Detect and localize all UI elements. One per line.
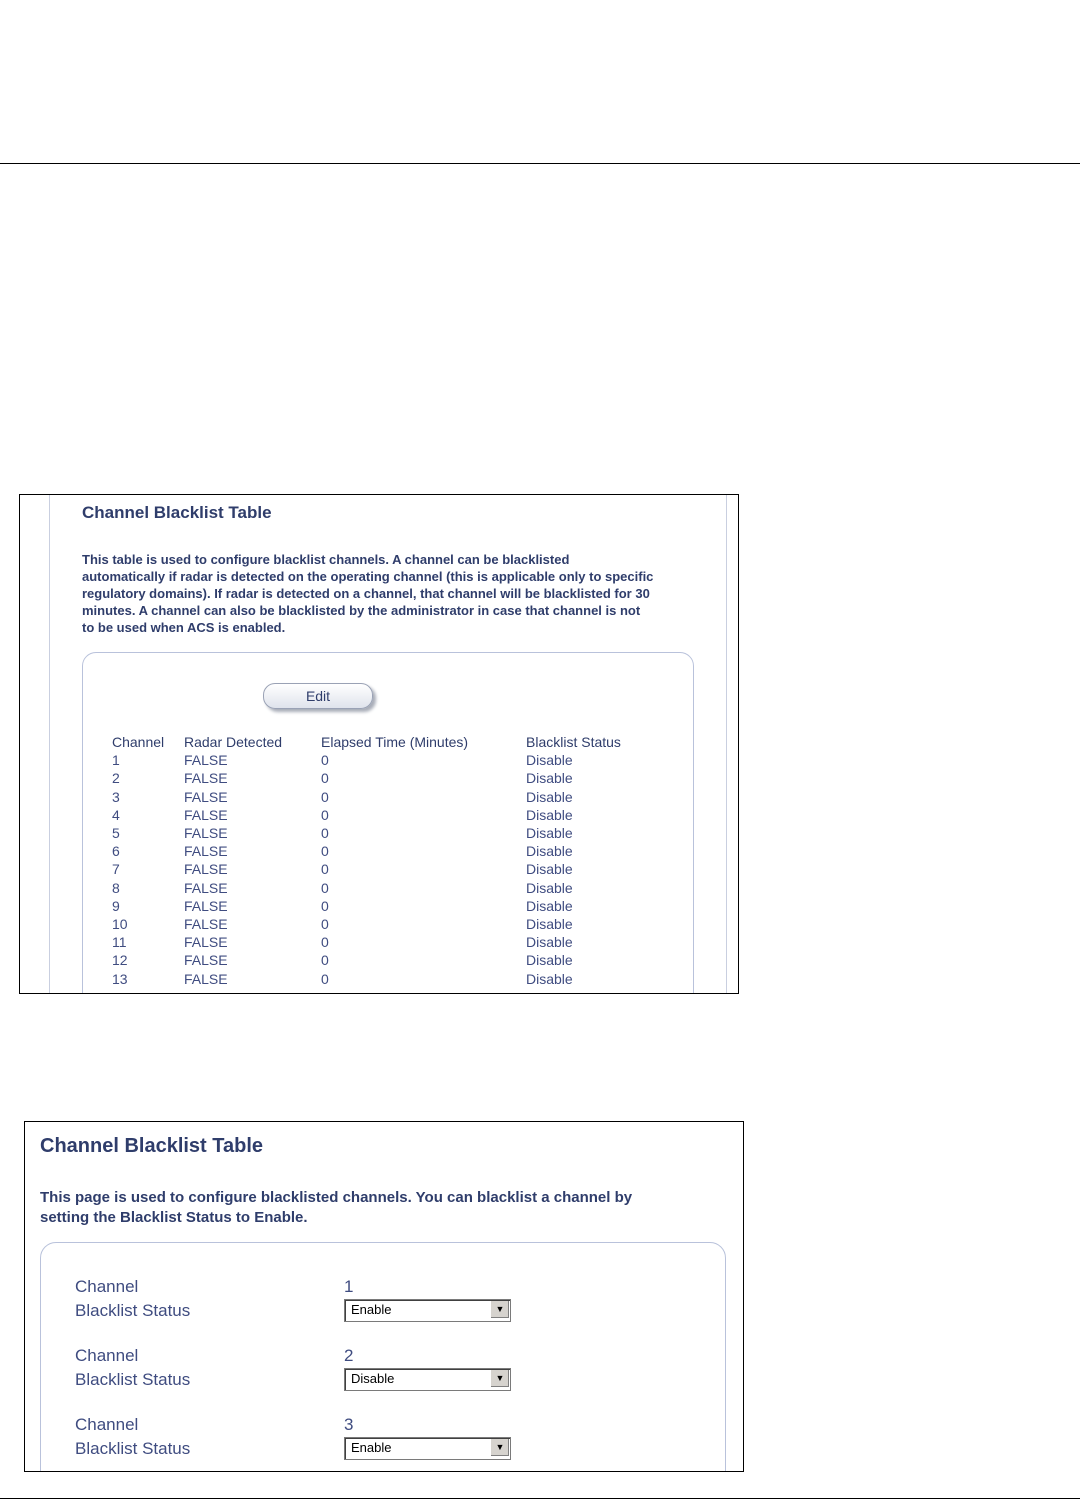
blacklist-status-cell: Disable	[526, 879, 573, 896]
blacklist-edit-screenshot	[24, 1121, 744, 1472]
channel-column	[112, 733, 164, 988]
channel-cell: 9	[112, 897, 120, 914]
channel-cell: 10	[112, 916, 128, 933]
channel-entry	[25, 1277, 743, 1327]
select-value: Enable	[351, 1302, 392, 1317]
blacklist-status-label: Blacklist Status	[75, 1439, 191, 1458]
radar-detected-cell: FALSE	[184, 788, 228, 805]
channel-header: Channel	[112, 734, 165, 750]
radar-detected-cell: FALSE	[184, 752, 228, 769]
elapsed-time-cell: 0	[321, 770, 329, 787]
blacklist-status-select[interactable]	[344, 1299, 511, 1322]
radar-detected-cell: FALSE	[184, 970, 228, 987]
description-line: to be used when ACS is enabled.	[82, 620, 286, 635]
description-line: setting the Blacklist Status to Enable.	[40, 1209, 308, 1226]
elapsed-time-cell: 0	[321, 752, 329, 769]
radar-detected-cell: FALSE	[184, 952, 228, 969]
page-description	[82, 551, 702, 636]
blacklist-status-cell: Disable	[526, 861, 573, 878]
channel-cell: 1	[112, 752, 120, 769]
elapsed-time-cell: 0	[321, 934, 329, 951]
blacklist-status-cell: Disable	[526, 770, 573, 787]
channel-cell: 2	[112, 770, 120, 787]
channel-number: 1	[344, 1277, 354, 1296]
elapsed-time-cell: 0	[321, 916, 329, 933]
radar-detected-cell: FALSE	[184, 806, 228, 823]
channel-cell: 3	[112, 788, 120, 805]
elapsed-column	[321, 733, 468, 988]
channel-cell: 8	[112, 879, 120, 896]
chevron-down-icon[interactable]: ▼	[490, 1301, 509, 1318]
edit-button[interactable]: Edit	[263, 683, 373, 709]
elapsed-time-cell: 0	[321, 825, 329, 842]
blacklist-status-cell: Disable	[526, 916, 573, 933]
channel-number: 2	[344, 1346, 354, 1365]
elapsed-time-cell: 0	[321, 897, 329, 914]
channel-cell: 13	[112, 970, 128, 987]
radar-detected-cell: FALSE	[184, 897, 228, 914]
blacklist-status-label: Blacklist Status	[75, 1301, 191, 1320]
channel-cell: 4	[112, 806, 120, 823]
blacklist-status-cell: Disable	[526, 806, 573, 823]
frame-border-left	[49, 495, 50, 993]
blacklist-status-select[interactable]	[344, 1368, 511, 1391]
blacklist-status-select[interactable]	[344, 1437, 511, 1460]
description-line: automatically if radar is detected on the operating channel (this is applicable only to specific	[82, 569, 654, 584]
blacklist-status-cell: Disable	[526, 788, 573, 805]
blacklist-status-cell: Disable	[526, 897, 573, 914]
page-title: Channel Blacklist Table	[40, 1135, 264, 1157]
elapsed-time-cell: 0	[321, 952, 329, 969]
channel-label: Channel	[75, 1415, 139, 1434]
chevron-down-icon[interactable]: ▼	[490, 1439, 509, 1456]
radar-detected-cell: FALSE	[184, 861, 228, 878]
blacklist-status-cell: Disable	[526, 934, 573, 951]
channel-cell: 7	[112, 861, 120, 878]
radar-detected-cell: FALSE	[184, 770, 228, 787]
channel-cell: 11	[112, 934, 127, 951]
blacklist-table-screenshot	[19, 494, 739, 994]
radar-detected-cell: FALSE	[184, 934, 228, 951]
page-description	[40, 1188, 720, 1228]
channel-label: Channel	[75, 1277, 139, 1296]
page-title: Channel Blacklist Table	[82, 503, 272, 522]
blacklist-status-label: Blacklist Status	[75, 1370, 191, 1389]
elapsed-time-cell: 0	[321, 879, 329, 896]
elapsed-time-cell: 0	[321, 861, 329, 878]
blacklist-status-cell: Disable	[526, 752, 573, 769]
elapsed-time-header: Elapsed Time (Minutes)	[321, 734, 469, 750]
description-line: This page is used to configure blacklisted channels. You can blacklist a channel by	[40, 1189, 633, 1206]
status-column	[526, 733, 621, 988]
elapsed-time-cell: 0	[321, 788, 329, 805]
blacklist-status-cell: Disable	[526, 843, 573, 860]
chevron-down-icon[interactable]: ▼	[490, 1370, 509, 1387]
channel-cell: 6	[112, 843, 120, 860]
description-line: minutes. A channel can also be blacklisted by the administrator in case that channel is not	[82, 603, 641, 618]
channel-entry	[25, 1346, 743, 1396]
blacklist-status-cell: Disable	[526, 970, 573, 987]
elapsed-time-cell: 0	[321, 970, 329, 987]
blacklist-status-header: Blacklist Status	[526, 734, 621, 750]
radar-detected-cell: FALSE	[184, 879, 228, 896]
description-line: regulatory domains). If radar is detected on a channel, that channel will be blacklisted for 30	[82, 586, 650, 601]
select-value: Disable	[351, 1371, 395, 1386]
frame-border-right	[726, 495, 727, 993]
header-rule	[0, 163, 1080, 164]
description-line: This table is used to configure blacklist channels. A channel can be blacklisted	[82, 552, 570, 567]
channel-cell: 5	[112, 825, 120, 842]
channel-cell: 12	[112, 952, 128, 969]
elapsed-time-cell: 0	[321, 806, 329, 823]
channel-number: 3	[344, 1415, 354, 1434]
elapsed-time-cell: 0	[321, 843, 329, 860]
channel-label: Channel	[75, 1346, 139, 1365]
blacklist-status-cell: Disable	[526, 825, 573, 842]
radar-column	[184, 733, 282, 988]
radar-detected-header: Radar Detected	[184, 734, 283, 750]
radar-detected-cell: FALSE	[184, 843, 228, 860]
radar-detected-cell: FALSE	[184, 825, 228, 842]
footer-rule	[0, 1498, 1080, 1499]
radar-detected-cell: FALSE	[184, 916, 228, 933]
select-value: Enable	[351, 1440, 392, 1455]
channel-entry	[25, 1415, 743, 1465]
blacklist-status-cell: Disable	[526, 952, 573, 969]
